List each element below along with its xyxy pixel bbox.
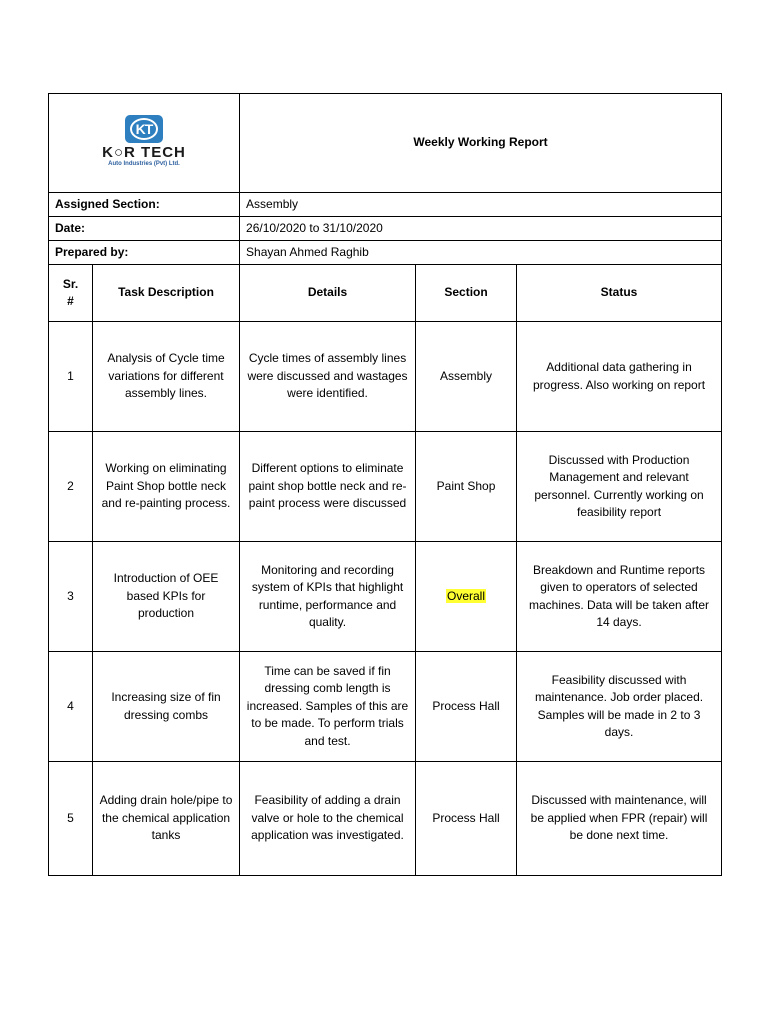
assigned-section-row <box>49 193 722 217</box>
row-status: Additional data gathering in progress. Also working on report <box>517 322 722 432</box>
company-logo <box>102 115 186 168</box>
prepared-by-label: Prepared by: <box>49 241 240 265</box>
row-sr: 4 <box>49 652 93 762</box>
prepared-by-row <box>49 241 722 265</box>
date-value: 26/10/2020 to 31/10/2020 <box>240 217 722 241</box>
logo-cell <box>49 94 240 193</box>
column-header-row <box>49 265 722 322</box>
table-row <box>49 432 722 542</box>
table-row <box>49 542 722 652</box>
assigned-section-value: Assembly <box>240 193 722 217</box>
table-row <box>49 322 722 432</box>
row-task: Working on eliminating Paint Shop bottle neck and re-painting process. <box>93 432 240 542</box>
logo-mark: KT <box>130 118 158 140</box>
table-row <box>49 762 722 876</box>
logo-name: K○R TECH <box>102 144 186 162</box>
row-sr: 5 <box>49 762 93 876</box>
row-details: Cycle times of assembly lines were discussed and wastages were identified. <box>240 322 416 432</box>
col-header-sr-text: Sr. # <box>62 276 79 308</box>
report-title: Weekly Working Report <box>240 94 722 193</box>
row-task: Analysis of Cycle time variations for different assembly lines. <box>93 322 240 432</box>
assigned-section-label: Assigned Section: <box>49 193 240 217</box>
col-header-task: Task Description <box>93 265 240 322</box>
row-section-cell <box>416 542 517 652</box>
row-details: Time can be saved if fin dressing comb length is increased. Samples of this are to be made. To perform trials and test. <box>240 652 416 762</box>
row-details: Different options to eliminate paint shop bottle neck and re-paint process were discussed <box>240 432 416 542</box>
col-header-section: Section <box>416 265 517 322</box>
row-sr: 1 <box>49 322 93 432</box>
kt-logo-icon <box>125 115 163 143</box>
col-header-status: Status <box>517 265 722 322</box>
row-status: Breakdown and Runtime reports given to operators of selected machines. Data will be taken after 14 days. <box>517 542 722 652</box>
row-section: Process Hall <box>416 652 517 762</box>
row-task: Increasing size of fin dressing combs <box>93 652 240 762</box>
col-header-sr <box>49 265 93 322</box>
col-header-details: Details <box>240 265 416 322</box>
date-label: Date: <box>49 217 240 241</box>
row-details: Feasibility of adding a drain valve or hole to the chemical application was investigated. <box>240 762 416 876</box>
row-task: Adding drain hole/pipe to the chemical application tanks <box>93 762 240 876</box>
row-sr: 3 <box>49 542 93 652</box>
table-row <box>49 652 722 762</box>
row-status: Discussed with maintenance, will be applied when FPR (repair) will be done next time. <box>517 762 722 876</box>
row-status: Discussed with Production Management and relevant personnel. Currently working on feasibility report <box>517 432 722 542</box>
weekly-report-table <box>48 93 722 876</box>
row-section: Assembly <box>416 322 517 432</box>
row-status: Feasibility discussed with maintenance. Job order placed. Samples will be made in 2 to 3 days. <box>517 652 722 762</box>
date-row <box>49 217 722 241</box>
prepared-by-value: Shayan Ahmed Raghib <box>240 241 722 265</box>
row-details: Monitoring and recording system of KPIs that highlight runtime, performance and quality. <box>240 542 416 652</box>
row-section: Paint Shop <box>416 432 517 542</box>
row-section: Process Hall <box>416 762 517 876</box>
row-task: Introduction of OEE based KPIs for production <box>93 542 240 652</box>
row-sr: 2 <box>49 432 93 542</box>
logo-subtitle: Auto Industries (Pvt) Ltd. <box>108 161 180 168</box>
row-section-highlighted: Overall <box>447 588 486 603</box>
report-header-row <box>49 94 722 193</box>
